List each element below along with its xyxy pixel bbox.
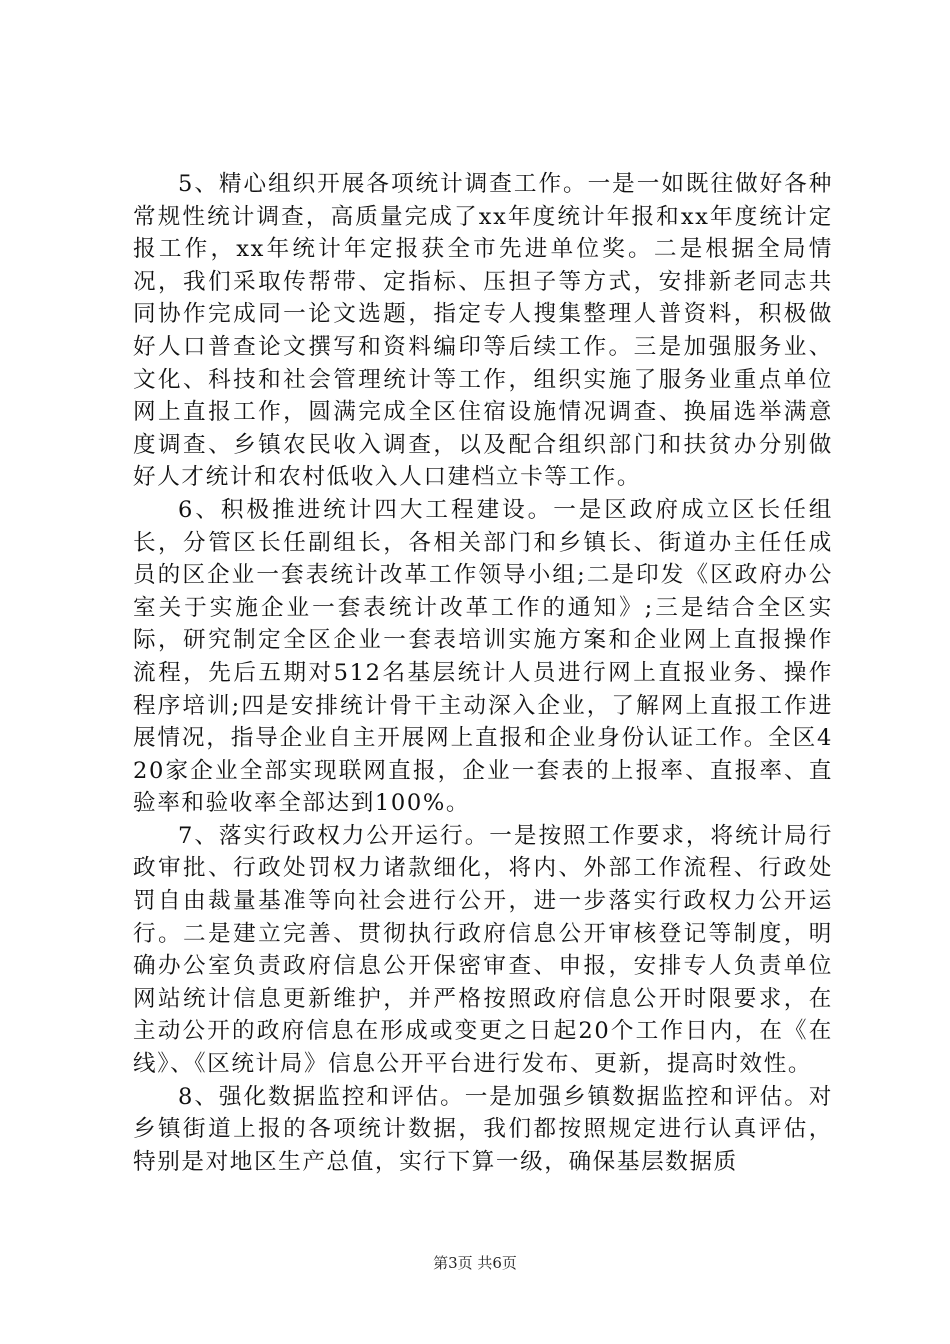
paragraph-8-data-monitoring: 8、强化数据监控和评估。一是加强乡镇数据监控和评估。对乡镇街道上报的各项统计数据，我们都按照规定进行认真评估，特别是对地区生产总值，实行下算一级，确保基层数据质 — [133, 1083, 833, 1175]
paragraph-6-four-projects: 6、积极推进统计四大工程建设。一是区政府成立区长任组长，分管区长任副组长，各相关部门和乡镇长、街道办主任任成员的区企业一套表统计改革工作领导小组;二是印发《区政府办公室关于实施企业一套表统计改革工作的通知》;三是结合全区实际，研究制定全区企业一套表培训实施方案和企业网上直报操作流程，先后五期对512名基层统计人员进行网上直报业务、操作程序培训;四是安排统计骨干主动深入企业，了解网上直报工作进展情况，指导企业自主开展网上直报和企业身份认证工作。全区420家企业全部实现联网直报，企业一套表的上报率、直报率、直验率和验收率全部达到100%。 — [133, 496, 833, 817]
paragraph-5-survey-work: 5、精心组织开展各项统计调查工作。一是一如既往做好各种常规性统计调查，高质量完成了xx年度统计年报和xx年度统计定报工作，xx年统计年定报获全市先进单位奖。二是根据全局情况，我们采取传帮带、定指标、压担子等方式，安排新老同志共同协作完成同一论文选题，指定专人搜集整理人普资料，积极做好人口普查论文撰写和资料编印等后续工作。三是加强服务业、文化、科技和社会管理统计等工作，组织实施了服务业重点单位网上直报工作，圆满完成全区住宿设施情况调查、换届选举满意度调查、乡镇农民收入调查，以及配合组织部门和扶贫办分别做好人才统计和农村低收入人口建档立卡等工作。 — [133, 171, 833, 491]
document-body — [133, 168, 833, 1178]
paragraph-7-power-disclosure: 7、落实行政权力公开运行。一是按照工作要求，将统计局行政审批、行政处罚权力诸款细化，将内、外部工作流程、行政处罚自由裁量基准等向社会进行公开，进一步落实行政权力公开运行。二是建立完善、贯彻执行政府信息公开审核登记等制度，明确办公室负责政府信息公开保密审查、申报，安排专人负责单位网站统计信息更新维护，并严格按照政府信息公开时限要求，在主动公开的政府信息在形成或变更之日起20个工作日内，在《在线》、《区统计局》信息公开平台进行发布、更新，提高时效性。 — [133, 822, 833, 1078]
page-number: 第3页 共6页 — [433, 1254, 517, 1272]
page-footer — [0, 1254, 950, 1272]
